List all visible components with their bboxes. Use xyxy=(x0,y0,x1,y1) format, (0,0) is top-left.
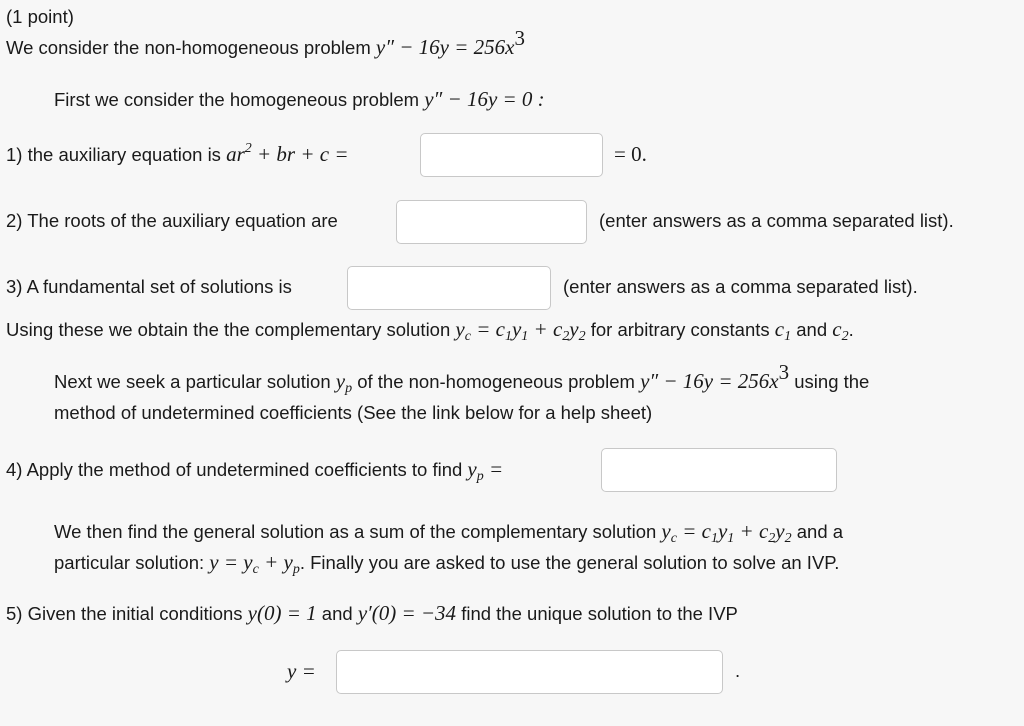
q1-line xyxy=(6,142,349,167)
const-c1-letter: c xyxy=(774,317,785,341)
particular-solution-input[interactable] xyxy=(601,448,837,492)
intro-line xyxy=(6,26,525,60)
gen-eq: = c xyxy=(676,519,711,543)
particular-text: Next we seek a particular solution xyxy=(54,371,331,392)
q3-label: 3) A fundamental set of solutions is xyxy=(6,276,292,297)
gen-y: y xyxy=(661,519,671,543)
q2-after: (enter answers as a comma separated list). xyxy=(599,210,954,231)
general-complementary xyxy=(661,519,792,546)
general-dot: . xyxy=(299,552,305,573)
gen-y1: y xyxy=(717,519,728,543)
q1-label: 1) the auxiliary equation is xyxy=(6,144,221,165)
q1-after: = 0. xyxy=(614,142,647,166)
gen-sol-plus: + y xyxy=(258,550,293,574)
comp-eq: = c xyxy=(470,317,505,341)
gen-sol-p: p xyxy=(292,562,300,577)
gen-sol-y: y = y xyxy=(209,550,253,574)
const-c2 xyxy=(832,317,849,344)
gen-c-sub: c xyxy=(670,531,677,546)
q1-lhs-b: + br + c = xyxy=(251,142,349,166)
complementary-line xyxy=(6,317,854,342)
homogeneous-line xyxy=(54,87,545,112)
const-c2-sub: 2 xyxy=(841,329,849,344)
const-c1-sub: 1 xyxy=(784,329,792,344)
q4-y: y xyxy=(467,457,477,481)
intro-equation: y″ − 16y = 256x xyxy=(375,35,515,59)
particular-yp xyxy=(335,369,353,396)
particular-exponent: 3 xyxy=(778,360,790,384)
q5-period: . xyxy=(735,660,741,681)
particular-suffix: using the xyxy=(794,371,870,392)
q3-after: (enter answers as a comma separated list). xyxy=(563,276,918,297)
gen-y2: y xyxy=(775,519,785,543)
gen-s1: 1 xyxy=(710,531,718,546)
comp-s2b: 2 xyxy=(578,329,586,344)
gen-s1b: 1 xyxy=(727,531,735,546)
q4-p-sub: p xyxy=(476,469,484,484)
general-line2-prefix: particular solution: xyxy=(54,552,205,573)
comp-y1: y xyxy=(511,317,522,341)
complementary-mid: for arbitrary constants xyxy=(590,319,770,340)
q1-lhs xyxy=(226,142,348,166)
complementary-equation xyxy=(455,317,586,344)
comp-y2: y xyxy=(569,317,579,341)
particular-y: y xyxy=(335,369,346,393)
comp-s1: 1 xyxy=(504,329,512,344)
q5-suffix: find the unique solution to the IVP xyxy=(461,603,738,624)
comp-plus: + c xyxy=(528,317,563,341)
gen-plus: + c xyxy=(734,519,769,543)
general-line2 xyxy=(54,550,839,575)
homogeneous-text: First we consider the homogeneous problem xyxy=(54,89,420,110)
comp-yc-sub: c xyxy=(464,329,471,344)
intro-text: We consider the non-homogeneous problem xyxy=(6,37,371,58)
comp-s2: 2 xyxy=(562,329,570,344)
comp-y: y xyxy=(455,317,465,341)
q2-label: 2) The roots of the auxiliary equation are xyxy=(6,210,338,231)
general-line2-suffix: Finally you are asked to use the general solution to solve an IVP. xyxy=(310,552,840,573)
homogeneous-equation: y″ − 16y = 0 : xyxy=(424,87,545,111)
comp-s1b: 1 xyxy=(521,329,529,344)
general-text: We then find the general solution as a sum of the complementary solution xyxy=(54,521,657,542)
particular-equation: y″ − 16y = 256x xyxy=(640,369,779,393)
q1-lhs-a: ar xyxy=(226,142,245,166)
ivp-solution-input[interactable] xyxy=(336,650,723,694)
general-line1 xyxy=(54,519,843,544)
gen-s2b: 2 xyxy=(784,531,792,546)
points-label: (1 point) xyxy=(6,6,74,27)
particular-line xyxy=(54,360,870,396)
general-solution-eq xyxy=(209,550,300,577)
q5-ic2: y′(0) = −34 xyxy=(357,601,457,625)
const-c2-letter: c xyxy=(832,317,842,341)
const-c1 xyxy=(774,317,792,344)
fundamental-set-input[interactable] xyxy=(347,266,551,310)
q4-line xyxy=(6,457,503,482)
gen-s2: 2 xyxy=(768,531,776,546)
q5-label: 5) Given the initial conditions xyxy=(6,603,243,624)
roots-input[interactable] xyxy=(396,200,587,244)
complementary-text: Using these we obtain the the complementary solution xyxy=(6,319,451,340)
complementary-and: and xyxy=(796,319,828,340)
q1-lhs-exp: 2 xyxy=(244,141,252,156)
q5-and: and xyxy=(321,603,353,624)
intro-exponent: 3 xyxy=(514,26,525,50)
complementary-end: . xyxy=(848,319,854,340)
q5-ic1: y(0) = 1 xyxy=(247,601,317,625)
gen-sol-c: c xyxy=(252,562,259,577)
q5-line xyxy=(6,601,738,626)
particular-mid: of the non-homogeneous problem xyxy=(357,371,635,392)
general-and: and a xyxy=(796,521,844,542)
auxiliary-equation-input[interactable] xyxy=(420,133,603,177)
particular-p-sub: p xyxy=(345,381,353,396)
q4-label: 4) Apply the method of undetermined coefficients to find xyxy=(6,459,463,480)
q4-yp xyxy=(467,457,504,484)
q4-eq: = xyxy=(483,457,504,481)
particular-line2: method of undetermined coefficients (See the link below for a help sheet) xyxy=(54,402,653,423)
q5-final-label: y = xyxy=(287,659,316,683)
